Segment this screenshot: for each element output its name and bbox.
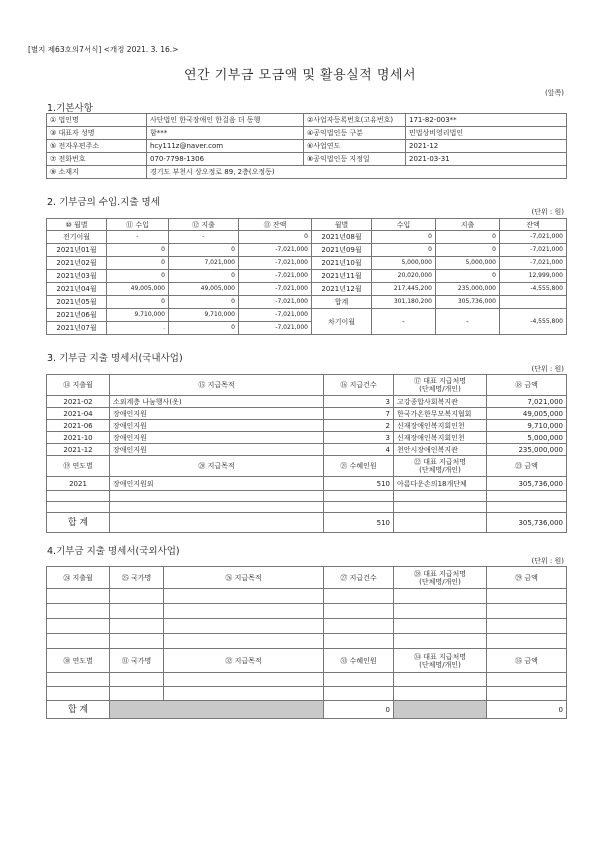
table-row [47,140,567,153]
column-header: ⑫ 지출 [169,219,239,231]
expense-cell: 235,000,000 [436,283,500,296]
empty-cell [324,491,394,502]
month-cell: 2021-12 [47,444,110,456]
total-label: 합 계 [47,513,110,533]
month-cell: 전기이월 [47,231,107,244]
field-label-text: 전화번호 [58,155,86,163]
empty-cell [487,687,567,701]
table-row [47,396,567,408]
table-row [47,432,567,444]
year-cell: 2021 [47,477,110,491]
column-header: ㉓ 금액 [487,456,567,477]
column-header: ㉞ 대표 지급처명 (단체명/개인) [394,649,487,673]
count-cell: 2 [324,420,394,432]
total-amount: 305,736,000 [487,513,567,533]
field-label [304,153,406,166]
field-number: ⑦ [50,155,57,163]
table-row [47,649,567,673]
balance-cell: -7,021,000 [239,296,312,309]
field-label-text: 사업연도 [313,142,341,150]
field-value: 2021-12 [406,140,567,153]
purpose-cell: 장애인지원 [110,444,324,456]
empty-cell [394,491,487,502]
table-row [47,166,567,179]
table-row [47,477,567,491]
domestic-expense-table [46,374,567,533]
page-title: 연간 기부금 모금액 및 활용실적 명세서 [183,68,417,83]
balance-cell: -7,021,000 [239,309,312,322]
field-label [47,166,147,179]
table-row [47,444,567,456]
field-label [47,127,147,140]
month-cell: 2021년04월 [47,283,107,296]
income-cell: 9,710,000 [107,309,169,322]
table-row [47,456,567,477]
balance-cell: -7,021,000 [500,257,567,270]
shaded-cell [110,701,324,719]
table-row [47,701,567,719]
field-label [304,114,406,127]
column-header: 잔액 [500,219,567,231]
month-cell: 2021년07월 [47,322,107,335]
empty-cell [324,604,394,619]
field-number: ⑤ [50,142,57,150]
empty-cell [324,673,394,687]
empty-cell [110,687,164,701]
empty-cell [394,604,487,619]
field-value: 070-7798-1306 [147,153,304,166]
empty-cell [394,619,487,634]
recipient-cell: 천안시장애인복지관 [394,444,487,456]
income-cell: - [107,231,169,244]
total-amount: 0 [487,701,567,719]
column-header: ⑩ 월별 [47,219,107,231]
field-value: 사단법인 한국장애인 한걸음 더 동행 [147,114,304,127]
field-value: hcy111z@naver.com [147,140,304,153]
empty-cell [324,634,394,649]
column-header: ⑮ 지급목적 [110,375,324,396]
table-row [47,673,567,687]
column-header: ⑪ 수입 [107,219,169,231]
recipient-cell: 한국가온한무모복지협회 [394,408,487,420]
basic-info-table [46,113,567,179]
field-label [47,114,147,127]
section-1-title: 1.기본사항 [47,103,93,114]
month-cell: 2021-10 [47,432,110,444]
table-row [47,257,567,270]
expense-cell: 0 [169,244,239,257]
empty-cell [164,687,324,701]
column-header: ⑳ 지급목적 [110,456,324,477]
empty-cell [47,687,110,701]
column-header: ⑰ 대표 지급처명 (단체명/개인) [394,375,487,396]
table-row [47,589,567,604]
expense-cell: 9,710,000 [169,309,239,322]
column-header: ㉚ 연도별 [47,649,110,673]
field-number: ⑥ [307,142,314,150]
month-cell: 2021년03월 [47,270,107,283]
field-label-text: 소재지 [58,168,79,176]
column-header: ⑭ 지출월 [47,375,110,396]
month-cell: 2021년10월 [312,257,372,270]
field-number: ⑧ [307,155,314,163]
month-cell: 2021년08월 [312,231,372,244]
empty-cell [110,619,164,634]
column-header: ㉜ 지급목적 [164,649,324,673]
empty-cell [164,673,324,687]
empty-cell [47,502,110,513]
empty-cell [110,502,324,513]
expense-cell: 305,736,000 [436,296,500,309]
month-cell: 2021년06월 [47,309,107,322]
expense-cell: - [169,231,239,244]
purpose-cell: 장애인지원 [110,408,324,420]
income-cell: 0 [107,296,169,309]
table-row [47,491,567,502]
shaded-cell [394,701,487,719]
balance-cell: -7,021,000 [500,244,567,257]
carry-label: 차기이월 [312,309,372,335]
recipient-cell: 신재장애인복지회인천 [394,420,487,432]
column-header: ㉖ 지급목적 [164,567,324,589]
count-cell: 3 [324,432,394,444]
field-number: ⑨ [50,168,57,176]
month-cell: 2021년09월 [312,244,372,257]
field-value: 민법상비영리법인 [406,127,567,140]
field-value: 함*** [147,127,304,140]
empty-cell [164,604,324,619]
purpose-cell: 소외계층 나눔행사(옷) [110,396,324,408]
table-row [47,619,567,634]
amount-cell: 305,736,000 [487,477,567,491]
table-row [47,375,567,396]
table-row [47,420,567,432]
expense-cell: 0 [436,244,500,257]
month-cell: 2021년01월 [47,244,107,257]
table-row [47,114,567,127]
section-3-title: 3. 기부금 지출 명세서(국내사업) [47,353,183,364]
field-label-text: 사업자등록번호(고유번호) [313,116,394,124]
column-header: ⑬ 잔액 [239,219,312,231]
empty-cell [487,491,567,502]
expense-cell: 5,000,000 [436,257,500,270]
total-count: 510 [324,513,394,533]
column-header: ⑲ 연도별 [47,456,110,477]
carry-balance: -4,555,800 [500,309,567,335]
empty-cell [110,589,164,604]
income-cell: 217,445,200 [372,283,436,296]
month-cell: 합계 [312,296,372,309]
empty-cell [394,502,487,513]
empty-cell [47,619,110,634]
income-cell: 0 [372,231,436,244]
empty-cell [487,673,567,687]
column-header: ㉗ 지급건수 [324,567,394,589]
column-header: ㉘ 대표 지급처명 (단체명/개인) [394,567,487,589]
field-value: 171-82-003** [406,114,567,127]
recipient-cell: 아름다운손의18개단체 [394,477,487,491]
field-value: 2021-03-31 [406,153,567,166]
section-2-title: 2. 기부금의 수입.지출 명세 [47,197,160,208]
amount-cell: 7,021,000 [487,396,567,408]
month-cell: 2021년12월 [312,283,372,296]
expense-cell: 0 [169,296,239,309]
income-cell: 49,005,000 [107,283,169,296]
beneficiary-cell: 510 [324,477,394,491]
section-4-unit: (단위 : 원) [531,557,564,565]
field-label-text: 공익법인등 구분 [313,129,363,137]
total-count: 0 [324,701,394,719]
month-cell: 2021-04 [47,408,110,420]
empty-cell [47,604,110,619]
income-cell: 0 [107,257,169,270]
empty-cell [164,634,324,649]
empty-cell [394,589,487,604]
table-row [47,270,567,283]
table-row [47,309,567,322]
count-cell: 4 [324,444,394,456]
section-4-title: 4.기부금 지출 명세서(국외사업) [47,546,180,557]
empty-cell [164,589,324,604]
empty-cell [487,619,567,634]
purpose-cell: 장애인지원외 [110,477,324,491]
address-value: 경기도 부천시 상오정로 89, 2층(오정동) [147,166,567,179]
empty-cell [487,502,567,513]
field-label-text: 공익법인등 지정일 [313,155,370,163]
income-cell: 301,180,200 [372,296,436,309]
month-cell: 2021-02 [47,396,110,408]
table-row [47,513,567,533]
table-row [47,244,567,257]
table-row [47,296,567,309]
carry-income: - [372,309,436,335]
expense-cell: 0 [436,231,500,244]
balance-cell: -7,021,000 [239,322,312,335]
column-header: ㉕ 국가명 [110,567,164,589]
empty-cell [324,589,394,604]
table-row [47,687,567,701]
income-cell: 0 [107,244,169,257]
balance-cell [500,296,567,309]
column-header: 월별 [312,219,372,231]
empty-cell [110,491,324,502]
table-row [47,408,567,420]
column-header: ㉔ 지출월 [47,567,110,589]
empty-cell [110,513,324,533]
empty-cell [324,619,394,634]
income-cell: 0 [372,244,436,257]
month-cell: 2021년02월 [47,257,107,270]
field-number: ② [307,116,314,124]
empty-cell [47,491,110,502]
table-row [47,153,567,166]
empty-cell [394,513,487,533]
balance-cell: -7,021,000 [239,244,312,257]
expense-cell: 7,021,000 [169,257,239,270]
column-header: 지출 [436,219,500,231]
amount-cell: 49,005,000 [487,408,567,420]
balance-cell: -4,555,800 [500,283,567,296]
amount-cell: 9,710,000 [487,420,567,432]
section-3-unit: (단위 : 원) [531,365,564,373]
month-cell: 2021년05월 [47,296,107,309]
table-row [47,127,567,140]
empty-cell [110,673,164,687]
empty-cell [487,634,567,649]
field-label [47,153,147,166]
amount-cell: 235,000,000 [487,444,567,456]
empty-cell [324,687,394,701]
empty-cell [110,604,164,619]
column-header: ㉙ 금액 [487,567,567,589]
empty-cell [110,634,164,649]
field-label [304,140,406,153]
income-expense-table [46,218,567,335]
empty-cell [394,634,487,649]
column-header: ⑱ 금액 [487,375,567,396]
balance-cell: 12,999,000 [500,270,567,283]
month-cell: 2021년11월 [312,270,372,283]
page-note: (앞쪽) [545,89,564,97]
count-cell: 7 [324,408,394,420]
income-cell: . [107,322,169,335]
empty-cell [487,604,567,619]
balance-cell: -7,021,000 [500,231,567,244]
field-label-text: 대표자 성명 [58,129,95,137]
balance-cell: -7,021,000 [239,270,312,283]
column-header: ㉑ 수혜인원 [324,456,394,477]
field-number: ① [50,116,57,124]
amount-cell: 5,000,000 [487,432,567,444]
column-header: ⑯ 지급건수 [324,375,394,396]
field-label [47,140,147,153]
purpose-cell: 장애인지원 [110,432,324,444]
column-header: ㉟ 금액 [487,649,567,673]
income-cell: 20,020,000 [372,270,436,283]
recipient-cell: 신재장애인복지회인천 [394,432,487,444]
expense-cell: 0 [169,270,239,283]
balance-cell: -7,021,000 [239,257,312,270]
balance-cell: -7,021,000 [239,283,312,296]
field-number: ③ [50,129,57,137]
empty-cell [47,589,110,604]
table-row [47,502,567,513]
table-row [47,231,567,244]
empty-cell [47,634,110,649]
empty-cell [324,502,394,513]
column-header: ㉛ 국가명 [110,649,164,673]
empty-cell [394,687,487,701]
balance-cell: 0 [239,231,312,244]
column-header: 수입 [372,219,436,231]
month-cell: 2021-06 [47,420,110,432]
section-2-unit: (단위 : 원) [531,208,564,216]
expense-cell: 49,005,000 [169,283,239,296]
empty-cell [394,673,487,687]
recipient-cell: 고강종합사회복지관 [394,396,487,408]
total-label: 합 계 [47,701,110,719]
income-cell: 5,000,000 [372,257,436,270]
form-number: [별지 제63호의7서식] <개정 2021. 3. 16.> [28,45,179,54]
field-label [304,127,406,140]
field-label-text: 전자우편주소 [58,142,100,150]
empty-cell [47,673,110,687]
empty-cell [164,619,324,634]
empty-cell [487,589,567,604]
column-header: ㉒ 대표 지급처명 (단체명/개인) [394,456,487,477]
field-label-text: 법인명 [58,116,79,124]
table-row [47,283,567,296]
table-row [47,219,567,231]
field-number: ④ [307,129,314,137]
table-row [47,567,567,589]
purpose-cell: 장애인지원 [110,420,324,432]
count-cell: 3 [324,396,394,408]
income-cell: 0 [107,270,169,283]
column-header: ㉝ 수혜인원 [324,649,394,673]
table-row [47,634,567,649]
carry-expense: - [436,309,500,335]
expense-cell: 0 [436,270,500,283]
overseas-expense-table [46,566,567,719]
table-row [47,604,567,619]
expense-cell: 0 [169,322,239,335]
